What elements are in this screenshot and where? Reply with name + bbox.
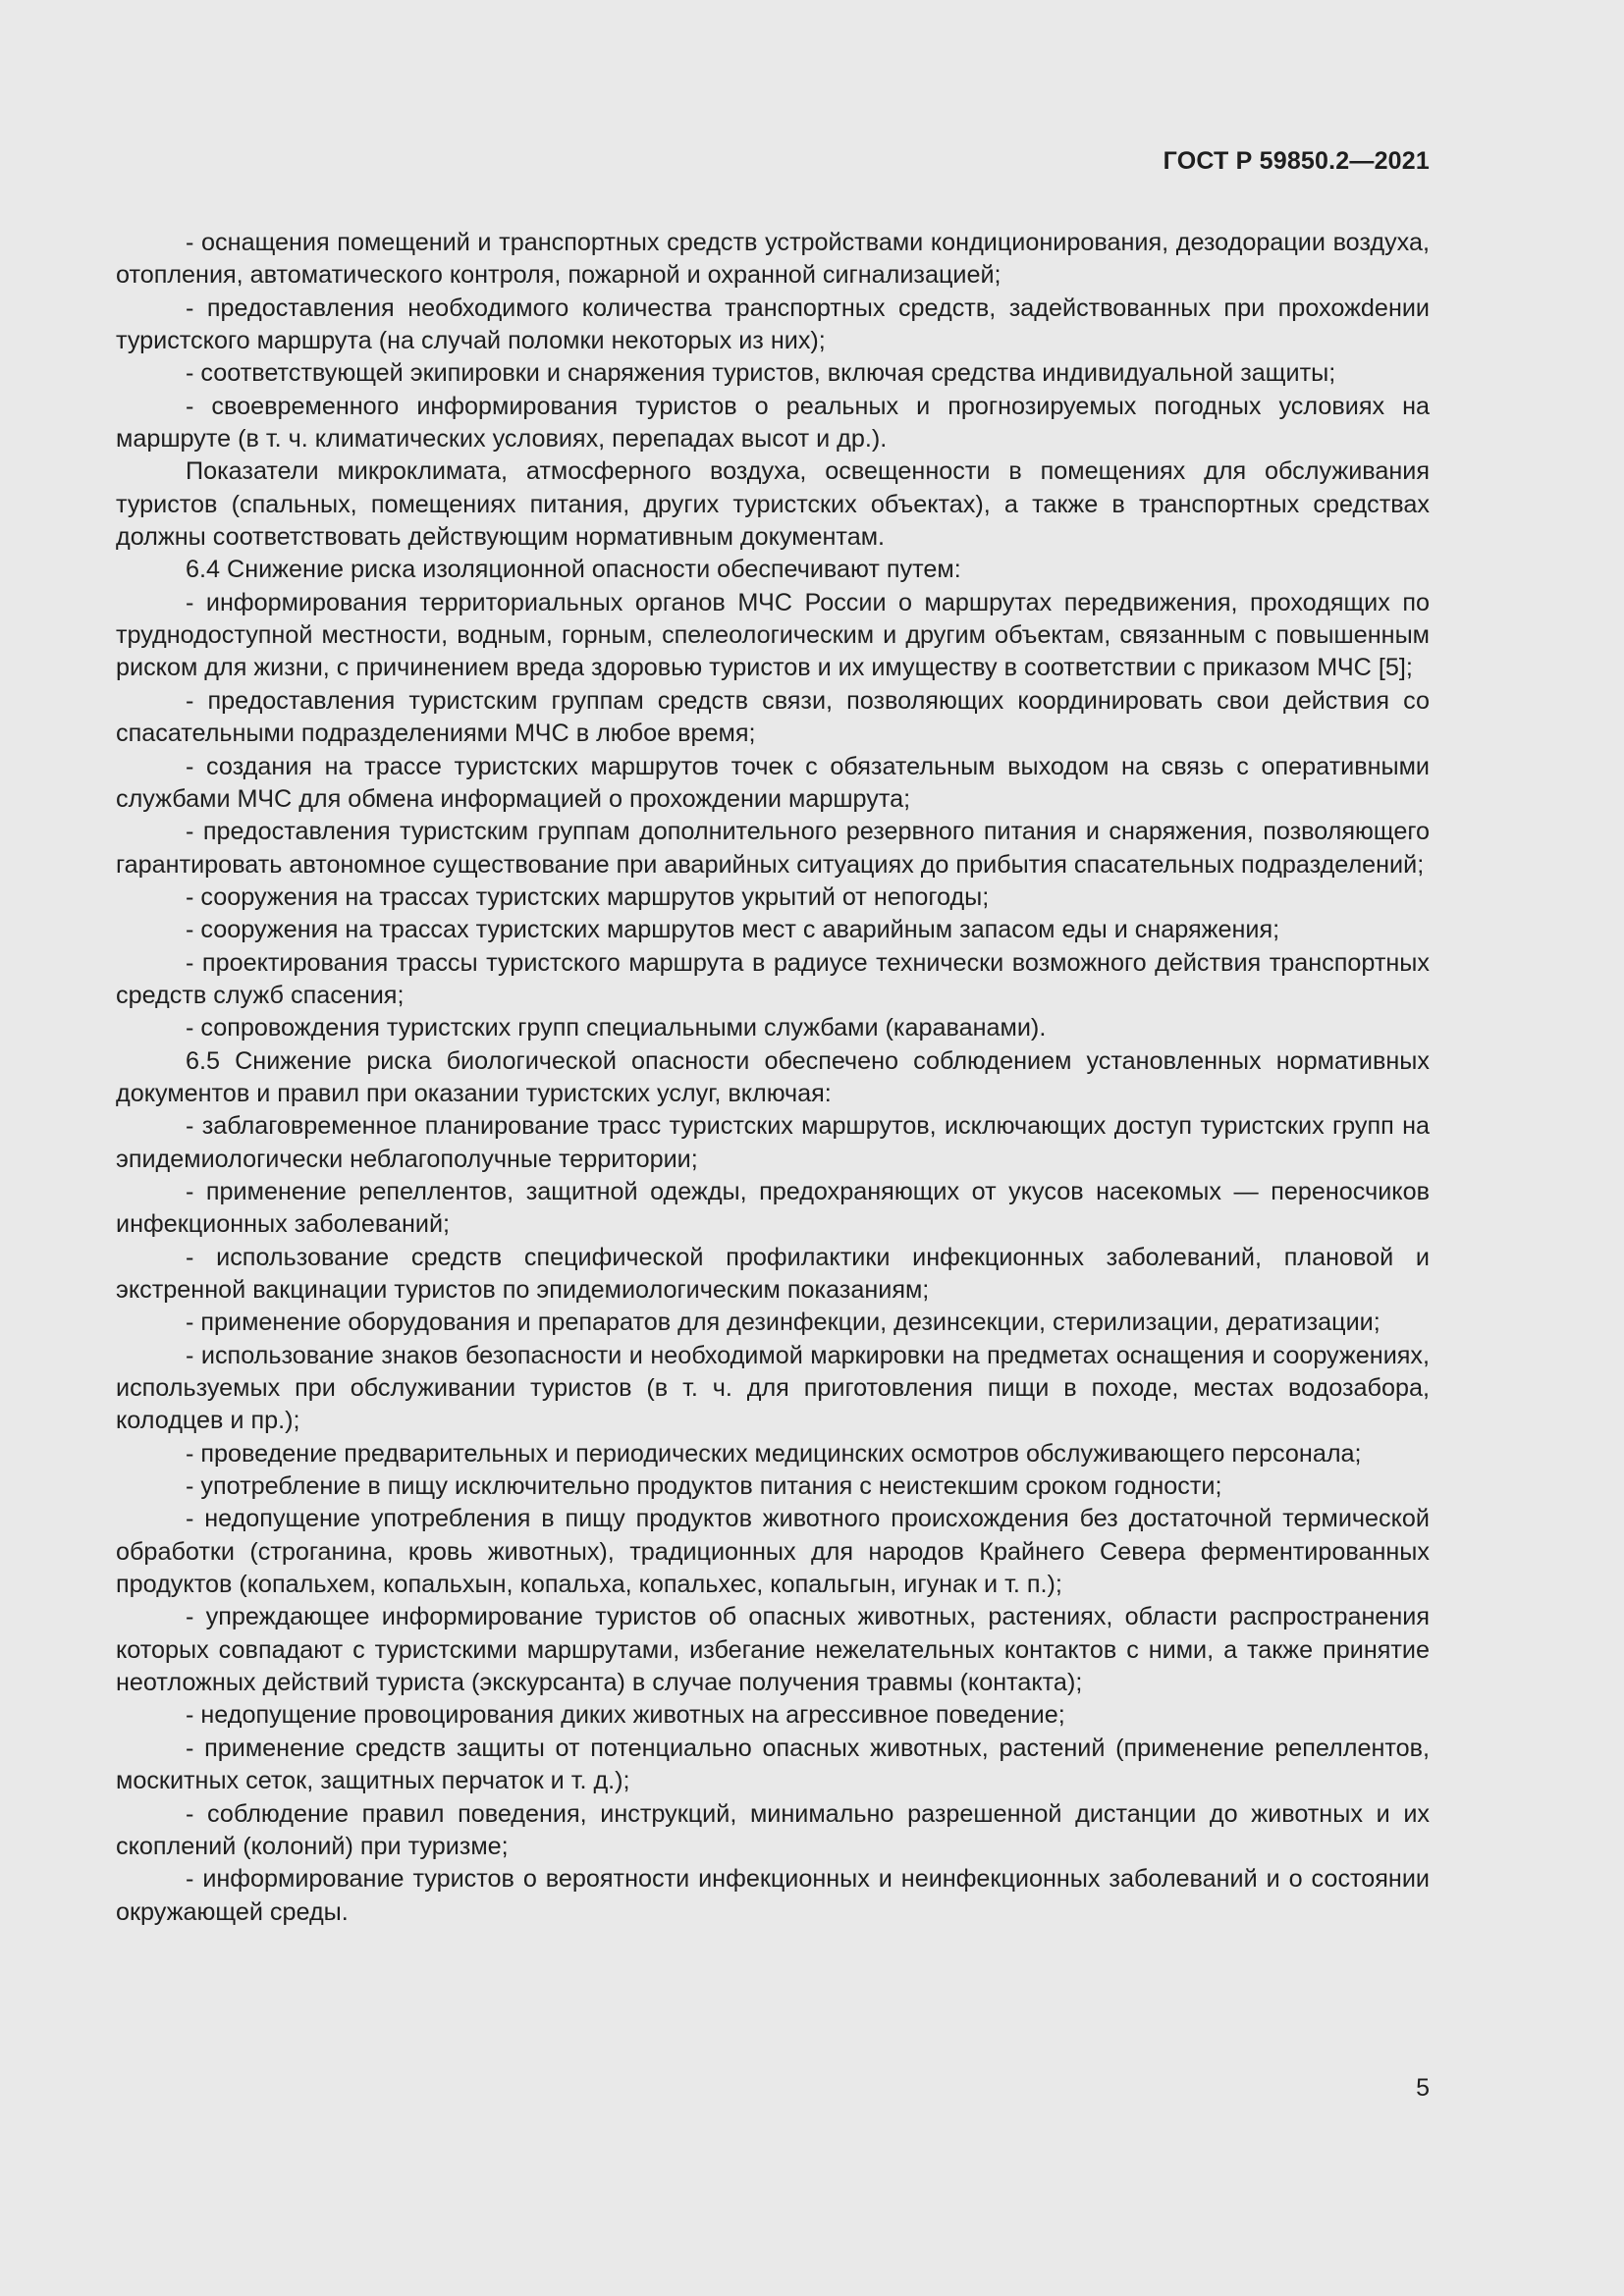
paragraph: - недопущение употребления в пищу продуктов животного происхождения без достаточной термической обработки (строганина, кровь животных), традиционных для народов Крайнего Севера ферментированных продуктов (копальхем, копальхын, копальха, копальхес, копальгын, игунак и т. п.); (116, 1505, 1430, 1599)
body-text (116, 227, 1430, 1929)
paragraph: - соответствующей экипировки и снаряжения туристов, включая средства индивидуальной защиты; (186, 359, 1336, 388)
paragraph: - проектирования трассы туристского маршрута в радиусе технически возможного действия транспортных средств служб спасения; (116, 948, 1430, 1009)
paragraph: - заблаговременное планирование трасс туристских маршрутов, исключающих доступ туристских групп на эпидемиологически неблагополучные территории; (116, 1112, 1430, 1173)
paragraph: - информирования территориальных органов МЧС России о маршрутах передвижения, проходящих по труднодоступной местности, водным, горным, спелеологическим и другим объектам, связанным с повышенным риском для жизни, с причинением вреда здоровью туристов и их имуществу в соответствии с приказом МЧС [5]; (116, 588, 1430, 682)
paragraph: - упреждающее информирование туристов об опасных животных, растениях, области распространения которых совпадают с туристскими маршрутами, избегание нежелательных контактов с ними, а также принятие неотложных действий туриста (экскурсанта) в случае получения травмы (контакта); (116, 1603, 1430, 1697)
paragraph: - использование средств специфической профилактики инфекционных заболеваний, плановой и экстренной вакцинации туристов по эпидемиологическим показаниям; (116, 1243, 1430, 1304)
paragraph: - создания на трассе туристских маршрутов точек с обязательным выходом на связь с оперативными службами МЧС для обмена информацией о прохождении маршрута; (116, 752, 1430, 813)
page-number: 5 (1416, 2074, 1430, 2102)
paragraph: - проведение предварительных и периодических медицинских осмотров обслуживающего персонала; (186, 1439, 1362, 1468)
paragraph: - оснащения помещений и транспортных средств устройствами кондиционирования, дезодорации воздуха, отопления, автоматического контроля, пожарной и охранной сигнализацией; (116, 229, 1430, 290)
paragraph: - применение оборудования и препаратов для дезинфекции, дезинсекции, стерилизации, дератизации; (186, 1308, 1380, 1337)
paragraph: - своевременного информирования туристов о реальных и прогнозируемых погодных условиях на маршруте (в т. ч. климатических условиях, перепадах высот и др.). (116, 392, 1430, 454)
paragraph: - применение средств защиты от потенциально опасных животных, растений (применение репеллентов, москитных сеток, защитных перчаток и т. д.); (116, 1734, 1430, 1795)
paragraph: - сооружения на трассах туристских маршрутов мест с аварийным запасом еды и снаряжения; (186, 916, 1280, 944)
paragraph: - предоставления туристским группам дополнительного резервного питания и снаряжения, позволяющего гарантировать автономное существование при аварийных ситуациях до прибытия спасательных подразделений; (116, 818, 1430, 879)
section-6-5-heading: 6.5 Снижение риска биологической опасности обеспечено соблюдением установленных нормативных документов и правил при оказании туристских услуг, включая: (116, 1046, 1430, 1107)
paragraph: Показатели микроклимата, атмосферного воздуха, освещенности в помещениях для обслуживания туристов (спальных, помещениях питания, других туристских объектах), а также в транспортных средствах должны соответствовать действующим нормативным документам. (116, 457, 1430, 552)
paragraph: - соблюдение правил поведения, инструкций, минимально разрешенной дистанции до животных и их скоплений (колоний) при туризме; (116, 1799, 1430, 1860)
paragraph: - сопровождения туристских групп специальными службами (караванами). (186, 1014, 1047, 1042)
paragraph: - предоставления туристским группам средств связи, позволяющих координировать свои действия со спасательными подразделениями МЧС в любое время; (116, 686, 1430, 748)
paragraph: - предоставления необходимого количества транспортных средств, задействованных при прохожdении туристского маршрута (на случай поломки некоторых из них); (116, 294, 1430, 355)
paragraph: - использование знаков безопасности и необходимой маркировки на предметах оснащения и сооружениях, используемых при обслуживании туристов (в т. ч. для приготовления пищи в походе, местах водозабора, колодцев и пр.); (116, 1341, 1430, 1435)
standard-designation: ГОСТ Р 59850.2—2021 (1163, 147, 1430, 175)
paragraph: - недопущение провоцирования диких животных на агрессивное поведение; (186, 1701, 1065, 1730)
paragraph: - информирование туристов о вероятности инфекционных и неинфекционных заболеваний и о состоянии окружающей среды. (116, 1865, 1430, 1926)
paragraph: - сооружения на трассах туристских маршрутов укрытий от непогоды; (186, 882, 990, 911)
paragraph: - употребление в пищу исключительно продуктов питания с неистекшим сроком годности; (186, 1472, 1222, 1501)
section-6-4-heading: 6.4 Снижение риска изоляционной опасности обеспечивают путем: (186, 556, 961, 584)
paragraph: - применение репеллентов, защитной одежды, предохраняющих от укусов насекомых — переносчиков инфекционных заболеваний; (116, 1177, 1430, 1239)
